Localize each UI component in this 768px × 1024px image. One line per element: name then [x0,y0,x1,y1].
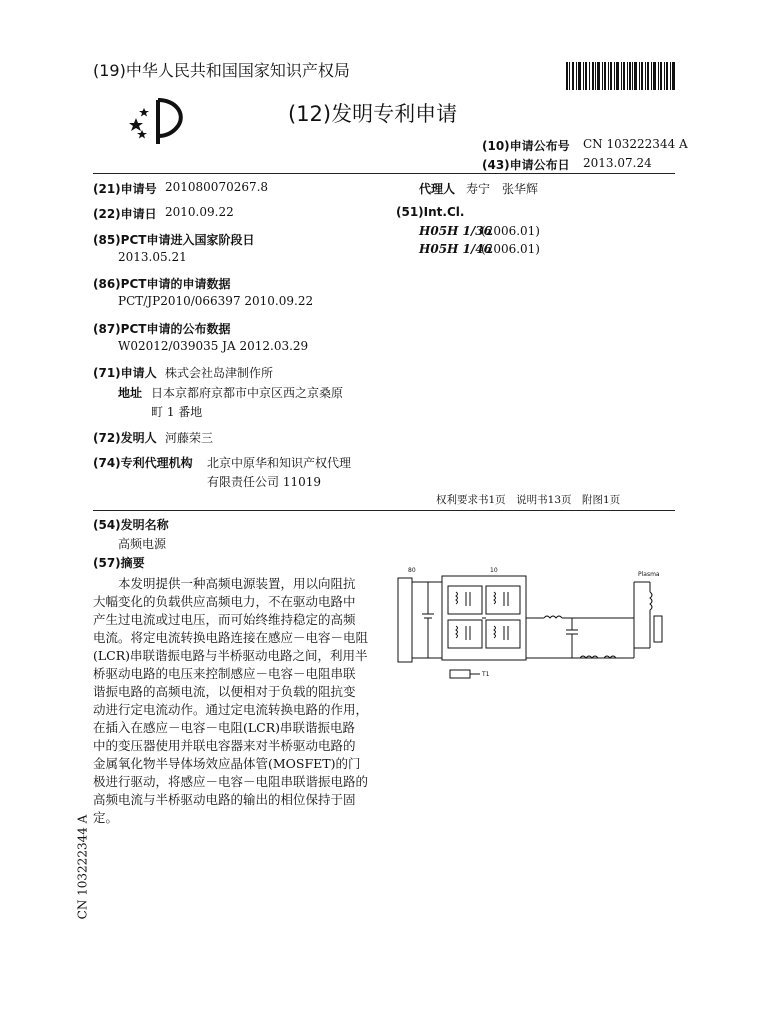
applicant-label: (71)申请人 [93,366,157,380]
pct-entry-date: 2013.05.21 [118,250,187,264]
abstract-line: 动进行定电流动作。通过定电流转换电路的作用， [93,702,369,717]
pct-publication-label: (87)PCT申请的公布数据 [93,322,231,336]
pct-entry-label: (85)PCT申请进入国家阶段日 [93,233,255,247]
title-label: (54)发明名称 [93,518,169,532]
pct-publication-data: W02012/039035 JA 2012.03.29 [118,339,309,353]
inventor-label: (72)发明人 [93,431,157,445]
header-divider [93,173,675,174]
address-line-1: 日本京都府京都市中京区西之京桑原 [151,386,344,400]
figure-label-block-a: 80 [408,567,416,574]
figure-label-plasma: Plasma [638,571,660,578]
abstract-label: (57)摘要 [93,556,145,570]
ipc-code-2: H05H 1/46 [419,242,492,256]
abstract-line: 金属氧化物半导体场效应晶体管(MOSFET)的门 [93,756,361,771]
ipc-version-1: (2006.01) [481,224,540,238]
barcode [566,62,676,90]
abstract-line: 定。 [93,810,119,825]
abstract-line: (LCR)串联谐振电路与半桥驱动电路之间，利用半 [93,648,368,663]
agency-line-2: 有限责任公司 11019 [207,475,321,489]
agent-label: 代理人 [419,182,456,196]
agent-names: 寿宁 张华辉 [466,182,539,196]
abstract-line: 产生过电流或过电压，而可始终维持稳定的高频 [93,612,356,627]
application-number: 201080070267.8 [165,180,269,194]
abstract-line: 本发明提供一种高频电源装置，用以向阻抗 [93,576,356,591]
abstract-line: 电流。将定电流转换电路连接在感应－电容－电阻 [93,630,369,645]
abstract-line: 在插入在感应－电容－电阻(LCR)串联谐振电路 [93,720,356,735]
abstract-line: 桥驱动电路的电压来控制感应－电容－电阻串联 [93,666,356,681]
applicant: 株式会社岛津制作所 [165,366,274,380]
filing-date: 2010.09.22 [165,205,234,219]
inventor: 河藤荣三 [165,431,214,445]
invention-title: 高频电源 [118,537,167,551]
publication-date-label: (43)申请公布日 [482,158,570,172]
ipc-code-1: H05H 1/36 [419,224,492,238]
document-type-title: (12)发明专利申请 [288,102,458,126]
bibliography-divider [93,510,675,511]
application-number-label: (21)申请号 [93,182,157,196]
publication-number-label: (10)申请公布号 [482,139,570,153]
address-line-2: 町 1 番地 [151,405,203,419]
ipc-version-2: (2006.01) [481,242,540,256]
pages-info: 权利要求书1页 说明书13页 附图1页 [436,494,621,506]
office-name: (19)中华人民共和国国家知识产权局 [93,61,350,80]
cnipa-logo-icon [128,96,188,146]
abstract-line: 极进行驱动，将感应－电容－电阻串联谐振电路的 [93,774,369,789]
abstract-line: 谐振电路的高频电流，以便相对于负载的阻抗变 [93,684,356,699]
figure-label-block-b: 10 [490,567,498,574]
int-cl-label: (51)Int.Cl. [396,205,465,219]
side-publication-number: CN 103222344 A [75,814,90,920]
publication-number: CN 103222344 A [583,137,688,151]
figure-label-tag: T1 [482,671,490,678]
abstract-line: 高频电流与半桥驱动电路的输出的相位保持于固 [93,792,356,807]
agency-label: (74)专利代理机构 [93,456,193,470]
publication-date: 2013.07.24 [583,156,652,170]
agency-line-1: 北京中原华和知识产权代理 [207,456,352,470]
filing-date-label: (22)申请日 [93,207,157,221]
abstract-line: 大幅变化的负载供应高频电力，不在驱动电路中 [93,594,356,609]
pct-application-data: PCT/JP2010/066397 2010.09.22 [118,294,314,308]
address-label: 地址 [118,386,143,400]
pct-application-label: (86)PCT申请的申请数据 [93,277,231,291]
circuit-figure [394,562,676,690]
abstract-line: 中的变压器使用并联电容器来对半桥驱动电路的 [93,738,356,753]
